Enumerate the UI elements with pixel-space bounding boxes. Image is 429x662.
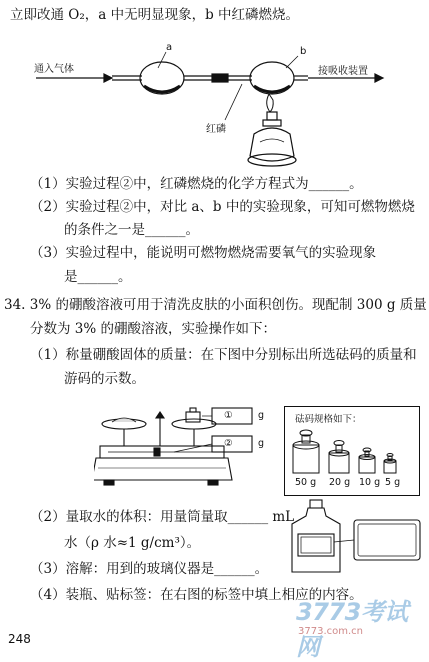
weight-10g: 10 g [359,477,381,488]
reagent-bottle-figure [282,498,422,578]
balance-figure [94,400,274,500]
weights-title: 砝码规格如下： [295,414,362,425]
q33-part2-line1: （2）实验过程②中，对比 a、b 中的实验现象，可知可燃物燃烧 [30,199,415,215]
label-red-phosphorus: 红磷 [206,124,226,135]
weight-20g: 20 g [329,477,351,488]
weight-50g: 50 g [295,477,317,488]
balance-box1-number: ① [224,410,233,421]
label-b: b [300,46,307,57]
label-a: a [166,42,173,53]
page-number: 248 [8,632,31,646]
combustion-apparatus-diagram [30,38,390,186]
label-to-absorber: 接吸收装置 [318,66,368,77]
weight-5g: 5 g [385,477,401,488]
balance-box2-unit: g [258,438,265,449]
weights-spec-panel [284,406,420,496]
watermark-logo: 3773考试网 [296,598,408,661]
q34-step4: （4）装瓶、贴标签：在右图的标签中填上相应的内容。 [30,587,363,603]
q34-step2-line1: （2）量取水的体积：用量筒量取______ mL [30,509,295,525]
q33-part2-line2: 的条件之一是______。 [64,222,199,238]
q34-stem-line1: 34. 3% 的硼酸溶液可用于清洗皮肤的小面积创伤。现配制 300 g 质量 [4,297,427,313]
label-gas-in: 通入气体 [34,64,74,75]
q34-stem-line2: 分数为 3% 的硼酸溶液，实验操作如下： [30,321,276,337]
balance-box2-number: ② [224,438,233,449]
q34-step1-line1: （1）称量硼酸固体的质量：在下图中分别标出所选砝码的质量和 [30,347,417,363]
q33-part1: （1）实验过程②中，红磷燃烧的化学方程式为______。 [30,176,363,192]
q34-step3: （3）溶解：用到的玻璃仪器是______。 [30,561,269,577]
bottle-drawing [282,498,422,578]
q33-part3-line1: （3）实验过程中，能说明可燃物燃烧需要氧气的实验现象 [30,245,377,261]
intro-line: 立即改通 O₂，a 中无明显现象，b 中红磷燃烧。 [10,7,300,23]
q34-step1-line2: 游码的示数。 [64,371,145,387]
q34-step2-line2: 水（ρ 水≈1 g/cm³）。 [64,535,201,551]
balance-drawing [94,400,274,500]
q33-part3-line2: 是______。 [64,269,132,285]
balance-box1-unit: g [258,410,265,421]
watermark-url: 3773.com.cn [298,626,363,637]
apparatus-drawing [30,38,390,186]
weights-drawing [285,425,419,475]
